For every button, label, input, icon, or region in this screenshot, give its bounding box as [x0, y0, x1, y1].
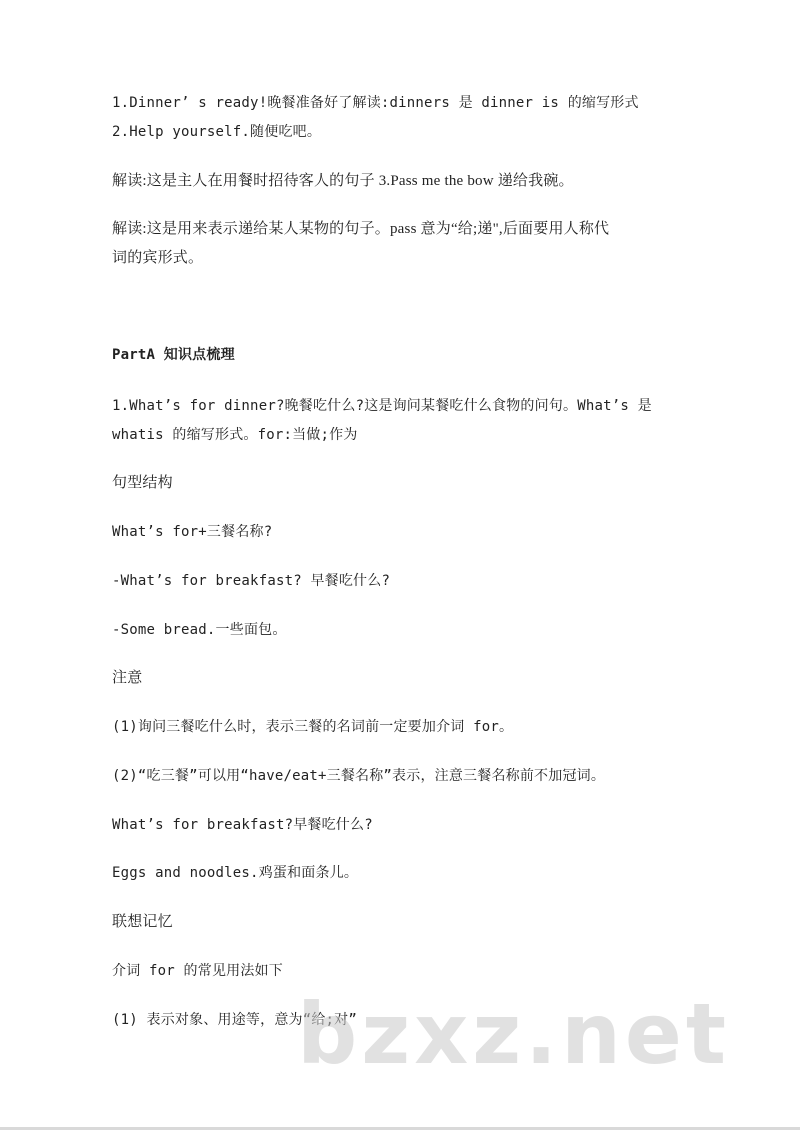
- text-line-1: 1.Dinner’ s ready!晚餐准备好了解读:dinners 是 dinner is 的缩写形式: [112, 95, 639, 111]
- text-line-14: (1)询问三餐吃什么时，表示三餐的名词前一定要加介词 for。: [112, 719, 514, 735]
- text-line-4: 解读:这是用来表示递给某人某物的句子。pass 意为“给;递",后面要用人称代: [112, 221, 610, 237]
- text-line-2: 2.Help yourself.随便吃吧。: [112, 124, 322, 140]
- page-bottom-divider: [0, 1127, 800, 1130]
- text-line-11: -What’s for breakfast? 早餐吃什么?: [112, 573, 391, 589]
- watermark-logo: bzxz.net: [297, 985, 730, 1083]
- subheading-note: 注意: [112, 670, 143, 686]
- text-line-12: -Some bread.一些面包。: [112, 622, 287, 638]
- text-line-20: (1) 表示对象、用途等，意为“给;对”: [112, 1012, 358, 1028]
- section-heading: PartA 知识点梳理: [112, 347, 235, 363]
- text-line-8: whatis 的缩写形式。for:当做;作为: [112, 427, 358, 443]
- text-line-5: 词的宾形式。: [112, 250, 204, 266]
- subheading-association: 联想记忆: [112, 914, 173, 930]
- text-line-10: What’s for+三餐名称?: [112, 524, 273, 540]
- text-line-17: Eggs and noodles.鸡蛋和面条儿。: [112, 865, 359, 881]
- text-line-7: 1.What’s for dinner?晚餐吃什么?这是询问某餐吃什么食物的问句。What’s 是: [112, 398, 652, 414]
- text-line-19: 介词 for 的常见用法如下: [112, 963, 283, 979]
- text-line-16: What’s for breakfast?早餐吃什么?: [112, 817, 373, 833]
- text-line-15: (2)“吃三餐”可以用“have/eat+三餐名称”表示，注意三餐名称前不加冠词。: [112, 768, 606, 784]
- subheading-structure: 句型结构: [112, 475, 173, 491]
- text-line-3: 解读:这是主人在用餐时招待客人的句子 3.Pass me the bow 递给我碗。: [112, 173, 574, 189]
